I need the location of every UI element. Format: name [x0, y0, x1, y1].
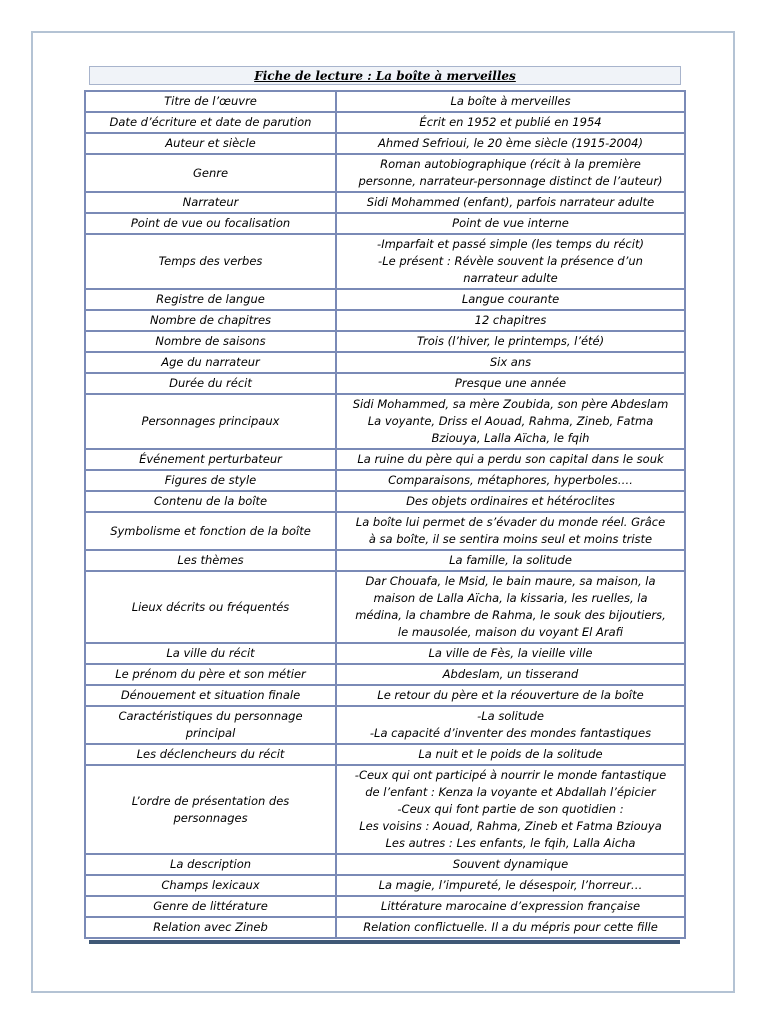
- table-row: [85, 706, 685, 744]
- row-label: Genre: [85, 154, 336, 192]
- row-label: Narrateur: [85, 192, 336, 213]
- table-row: [85, 512, 685, 550]
- row-label: Nombre de saisons: [85, 331, 336, 352]
- row-value: Trois (l’hiver, le printemps, l’été): [336, 331, 685, 352]
- row-label: Le prénom du père et son métier: [85, 664, 336, 685]
- table-row: [85, 310, 685, 331]
- row-label: Registre de langue: [85, 289, 336, 310]
- table-row: [85, 289, 685, 310]
- row-value: Point de vue interne: [336, 213, 685, 234]
- row-label: Durée du récit: [85, 373, 336, 394]
- row-label: Personnages principaux: [85, 394, 336, 449]
- row-value: Presque une année: [336, 373, 685, 394]
- row-value: Souvent dynamique: [336, 854, 685, 875]
- table-row: [85, 234, 685, 289]
- row-label: L’ordre de présentation des personnages: [85, 765, 336, 854]
- row-label: Titre de l’œuvre: [85, 91, 336, 112]
- table-row: [85, 550, 685, 571]
- row-label: Point de vue ou focalisation: [85, 213, 336, 234]
- table-row: [85, 373, 685, 394]
- row-label: La ville du récit: [85, 643, 336, 664]
- row-value: Relation conflictuelle. Il a du mépris pour cette fille: [336, 917, 685, 938]
- table-body: [85, 91, 685, 938]
- table-row: [85, 917, 685, 938]
- row-label: Relation avec Zineb: [85, 917, 336, 938]
- footer-rule: [89, 940, 680, 944]
- row-value: Dar Chouafa, le Msid, le bain maure, sa maison, la maison de Lalla Aïcha, la kissaria, les ruelles, la médina, la chambre de Rahma, le souk des bijoutiers, le mausolée, maison du voyant El Arafi: [336, 571, 685, 643]
- row-label: Événement perturbateur: [85, 449, 336, 470]
- table-row: [85, 491, 685, 512]
- table-row: [85, 213, 685, 234]
- table-row: [85, 192, 685, 213]
- row-label: Contenu de la boîte: [85, 491, 336, 512]
- table-row: [85, 685, 685, 706]
- row-value: La ville de Fès, la vieille ville: [336, 643, 685, 664]
- table-row: [85, 449, 685, 470]
- table-row: [85, 875, 685, 896]
- reading-sheet-table: [84, 90, 686, 939]
- row-value: Roman autobiographique (récit à la première personne, narrateur-personnage distinct de l’auteur): [336, 154, 685, 192]
- row-label: Auteur et siècle: [85, 133, 336, 154]
- row-value: -Ceux qui ont participé à nourrir le monde fantastique de l’enfant : Kenza la voyante et Abdallah l’épicier -Ceux qui font partie de son quotidien : Les voisins : Aouad, Rahma, Zineb et Fatma Bziouya Les autres : Les enfants, le fqih, Lalla Aicha: [336, 765, 685, 854]
- row-value: Six ans: [336, 352, 685, 373]
- table-row: [85, 571, 685, 643]
- table-row: [85, 352, 685, 373]
- row-value: Littérature marocaine d’expression française: [336, 896, 685, 917]
- row-value: La magie, l’impureté, le désespoir, l’horreur…: [336, 875, 685, 896]
- table-row: [85, 154, 685, 192]
- row-value: Sidi Mohammed (enfant), parfois narrateur adulte: [336, 192, 685, 213]
- table-row: [85, 854, 685, 875]
- row-value: Le retour du père et la réouverture de la boîte: [336, 685, 685, 706]
- table-row: [85, 470, 685, 491]
- row-label: Symbolisme et fonction de la boîte: [85, 512, 336, 550]
- row-label: Les déclencheurs du récit: [85, 744, 336, 765]
- row-value: Langue courante: [336, 289, 685, 310]
- row-value: Comparaisons, métaphores, hyperboles….: [336, 470, 685, 491]
- row-value: 12 chapitres: [336, 310, 685, 331]
- document-title-text: Fiche de lecture : La boîte à merveilles: [254, 68, 516, 83]
- table-row: [85, 896, 685, 917]
- row-value: La famille, la solitude: [336, 550, 685, 571]
- table-row: [85, 643, 685, 664]
- row-label: Lieux décrits ou fréquentés: [85, 571, 336, 643]
- row-label: La description: [85, 854, 336, 875]
- table-row: [85, 91, 685, 112]
- table-row: [85, 133, 685, 154]
- row-label: Age du narrateur: [85, 352, 336, 373]
- table-row: [85, 394, 685, 449]
- row-label: Dénouement et situation finale: [85, 685, 336, 706]
- row-label: Les thèmes: [85, 550, 336, 571]
- row-value: La boîte lui permet de s’évader du monde réel. Grâce à sa boîte, il se sentira moins seul et moins triste: [336, 512, 685, 550]
- row-value: La boîte à merveilles: [336, 91, 685, 112]
- row-value: Écrit en 1952 et publié en 1954: [336, 112, 685, 133]
- table-row: [85, 331, 685, 352]
- table-row: [85, 765, 685, 854]
- row-label: Date d’écriture et date de parution: [85, 112, 336, 133]
- row-label: Temps des verbes: [85, 234, 336, 289]
- row-label: Genre de littérature: [85, 896, 336, 917]
- row-value: La nuit et le poids de la solitude: [336, 744, 685, 765]
- row-value: -La solitude -La capacité d’inventer des mondes fantastiques: [336, 706, 685, 744]
- row-label: Nombre de chapitres: [85, 310, 336, 331]
- row-value: Sidi Mohammed, sa mère Zoubida, son père Abdeslam La voyante, Driss el Aouad, Rahma, Zineb, Fatma Bziouya, Lalla Aïcha, le fqih: [336, 394, 685, 449]
- table-row: [85, 664, 685, 685]
- row-label: Champs lexicaux: [85, 875, 336, 896]
- row-value: La ruine du père qui a perdu son capital dans le souk: [336, 449, 685, 470]
- document-title: [89, 66, 681, 85]
- row-label: Caractéristiques du personnage principal: [85, 706, 336, 744]
- row-value: Abdeslam, un tisserand: [336, 664, 685, 685]
- table-row: [85, 744, 685, 765]
- row-value: -Imparfait et passé simple (les temps du récit) -Le présent : Révèle souvent la présence d’un narrateur adulte: [336, 234, 685, 289]
- table-row: [85, 112, 685, 133]
- row-label: Figures de style: [85, 470, 336, 491]
- row-value: Des objets ordinaires et hétéroclites: [336, 491, 685, 512]
- row-value: Ahmed Sefrioui, le 20 ème siècle (1915-2004): [336, 133, 685, 154]
